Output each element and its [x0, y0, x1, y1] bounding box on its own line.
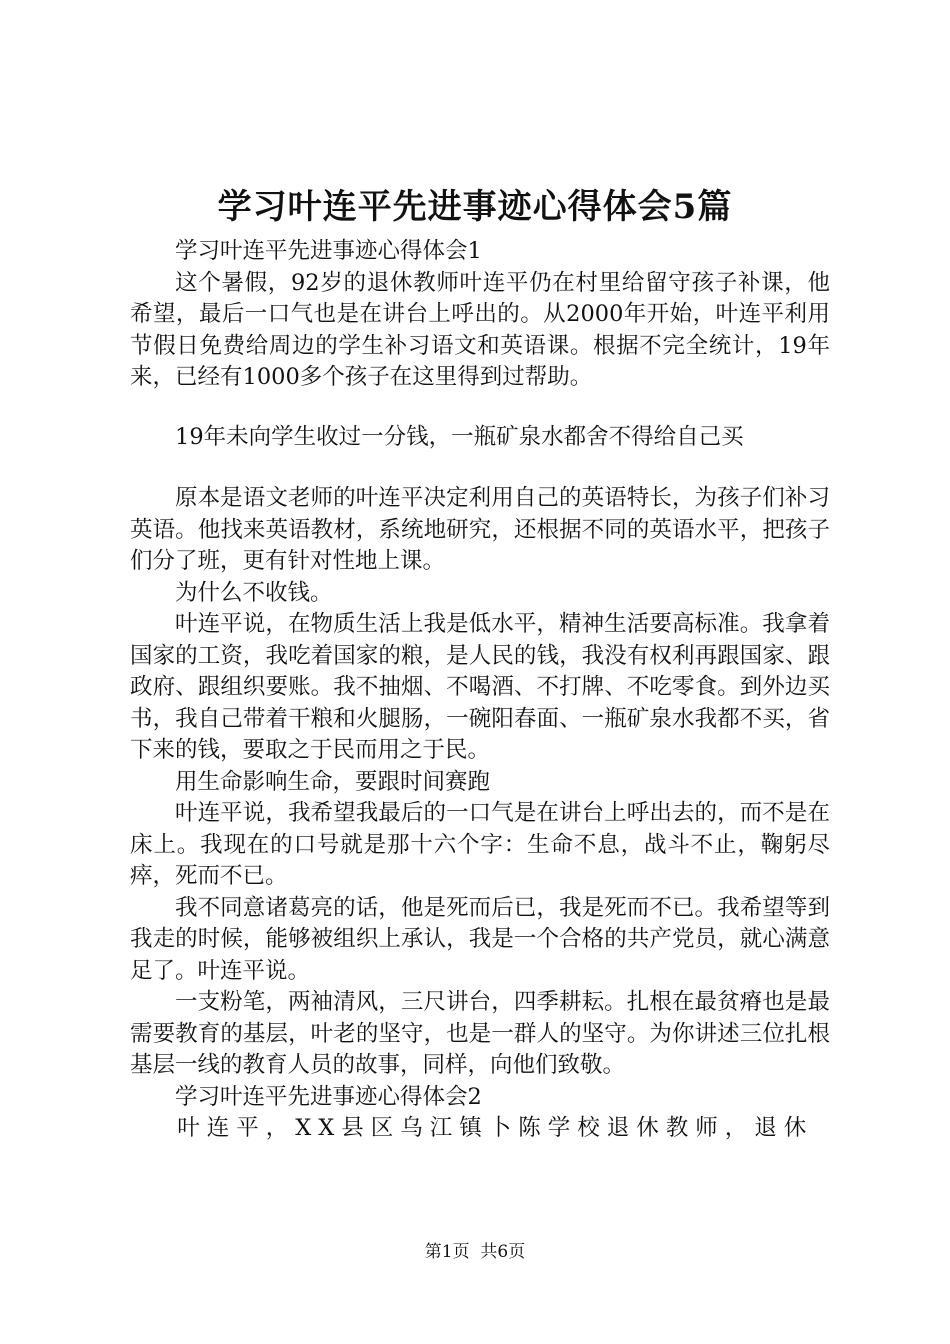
subheading: 19年未向学生收过一分钱，一瓶矿泉水都舍不得给自己买 — [175, 423, 744, 450]
paragraph: 叶连平，XX县区乌江镇卜陈学校退休教师，退休 — [177, 1115, 814, 1141]
section-heading-2: 学习叶连平先进事迹心得体会2 — [175, 1083, 482, 1110]
document-title: 学习叶连平先进事迹心得体会5篇 — [217, 187, 733, 227]
paragraph: 为什么不收钱。 — [175, 579, 333, 606]
paragraph: 叶连平说，我希望我最后的一口气是在讲台上呼出去的，而不是在床上。我现在的口号就是那十六个字：生命不息，战斗不止，鞠躬尽瘁，死而不已。 — [130, 800, 830, 889]
paragraph: 叶连平说，在物质生活上我是低水平，精神生活要高标准。我拿着国家的工资，我吃着国家的粮，是人民的钱，我没有权利再跟国家、跟政府、跟组织要账。我不抽烟、不喝酒、不打牌、不吃零食。到外边买书，我自己带着干粮和火腿肠，一碗阳春面、一瓶矿泉水我都不买，省下来的钱，要取之于民而用之于民。 — [130, 611, 830, 763]
document-body — [130, 236, 830, 1145]
paragraph: 我不同意诸葛亮的话，他是死而后已，我是死而不已。我希望等到我走的时候，能够被组织上承认，我是一个合格的共产党员，就心满意足了。叶连平说。 — [130, 894, 830, 984]
page-footer: 第1页 共6页 — [424, 1242, 526, 1262]
section-heading-1: 学习叶连平先进事迹心得体会1 — [175, 238, 482, 264]
subheading: 用生命影响生命，要跟时间赛跑 — [175, 768, 491, 795]
paragraph: 原本是语文老师的叶连平决定利用自己的英语特长，为孩子们补习英语。他找来英语教材，系统地研究，还根据不同的英语水平，把孩子们分了班，更有针对性地上课。 — [130, 485, 830, 574]
paragraph: 这个暑假，92岁的退休教师叶连平仍在村里给留守孩子补课，他希望，最后一口气也是在讲台上呼出的。从2000年开始，叶连平利用节假日免费给周边的学生补习语文和英语课。根据不完全统计，19年来，已经有1000多个孩子在这里得到过帮助。 — [130, 269, 830, 390]
paragraph: 一支粉笔，两袖清风，三尺讲台，四季耕耘。扎根在最贫瘠也是最需要教育的基层，叶老的坚守，也是一群人的坚守。为你讲述三位扎根基层一线的教育人员的故事，同样，向他们致敬。 — [130, 989, 830, 1078]
